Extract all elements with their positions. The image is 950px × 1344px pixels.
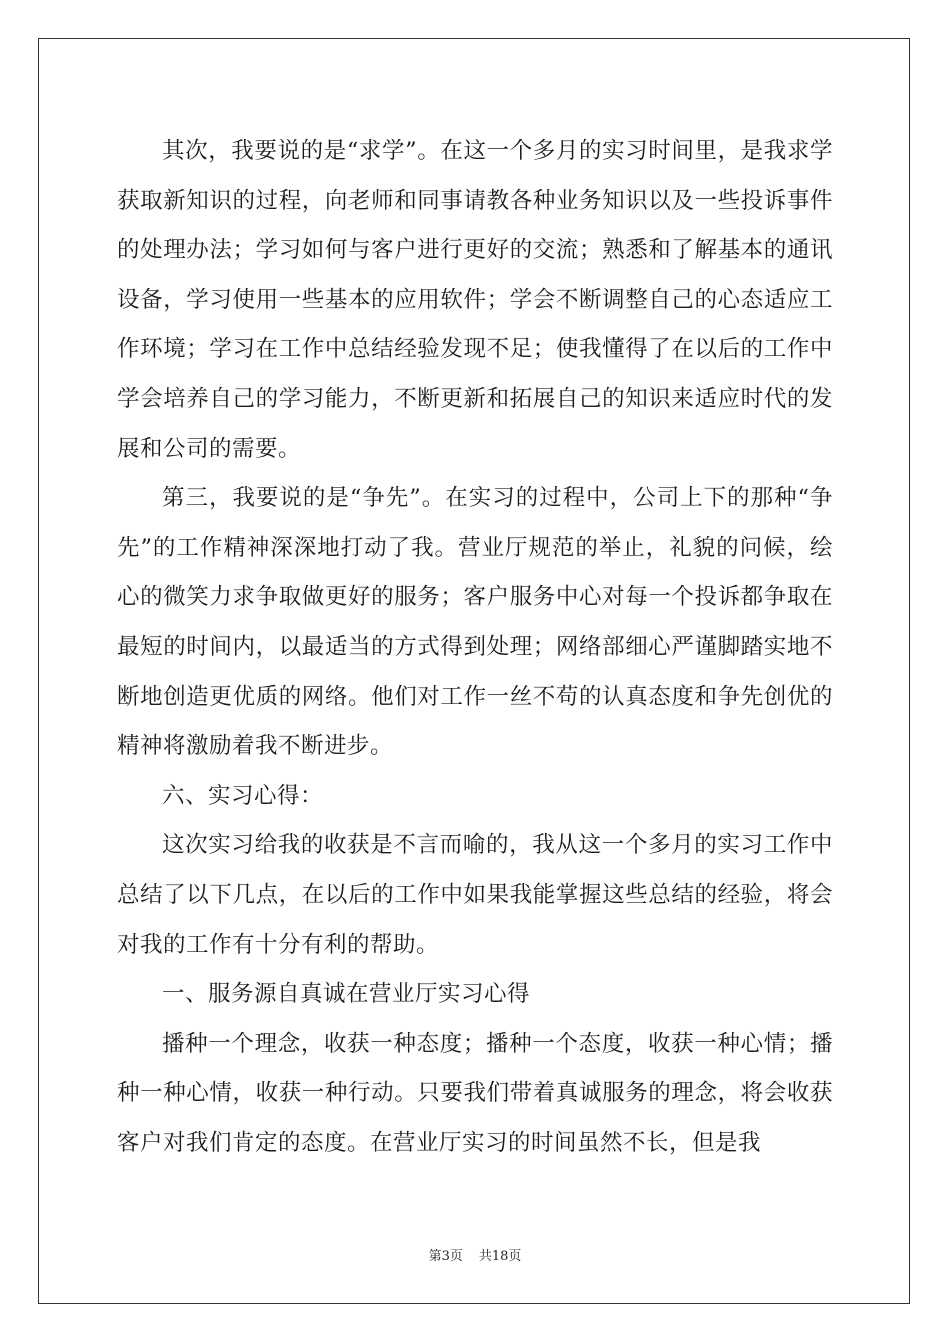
page-number-current: 第3页	[428, 1249, 463, 1264]
page-number-total: 共18页	[478, 1249, 522, 1264]
paragraph-sow-a-concept: 播种一个理念，收获一种态度；播种一个态度，收获一种心情；播种一种心情，收获一种行动。只要我们带着真诚服务的理念，将会收获客户对我们肯定的态度。在营业厅实习的时间虽然不长，但是我	[117, 1030, 833, 1156]
paragraph-seeking-knowledge: 其次，我要说的是“求学”。在这一个多月的实习时间里，是我求学获取新知识的过程，向老师和同事请教各种业务知识以及一些投诉事件的处理办法；学习如何与客户进行更好的交流；熟悉和了解基本的通讯设备，学习使用一些基本的应用软件；学会不断调整自己的心态适应工作环境；学习在工作中总结经验发现不足；使我懂得了在以后的工作中学会培养自己的学习能力，不断更新和拓展自己的知识来适应时代的发展和公司的需要。	[117, 138, 833, 462]
document-body	[117, 127, 833, 1168]
page-footer	[0, 1249, 950, 1265]
paragraph-internship-gains: 这次实习给我的收获是不言而喻的，我从这一个多月的实习工作中总结了以下几点，在以后的工作中如果我能掌握这些总结的经验，将会对我的工作有十分有利的帮助。	[117, 832, 833, 958]
section-heading-internship-insights: 六、实习心得：	[162, 782, 324, 809]
subheading-service-sincerity: 一、服务源自真诚在营业厅实习心得	[162, 981, 531, 1008]
paragraph-striving-first: 第三，我要说的是“争先”。在实习的过程中，公司上下的那种“争先”的工作精神深深地打动了我。营业厅规范的举止，礼貌的问候，绘心的微笑力求争取做更好的服务；客户服务中心对每一个投诉都争取在最短的时间内，以最适当的方式得到处理；网络部细心严谨脚踏实地不断地创造更优质的网络。他们对工作一丝不苟的认真态度和争先创优的精神将激励着我不断进步。	[117, 485, 833, 760]
